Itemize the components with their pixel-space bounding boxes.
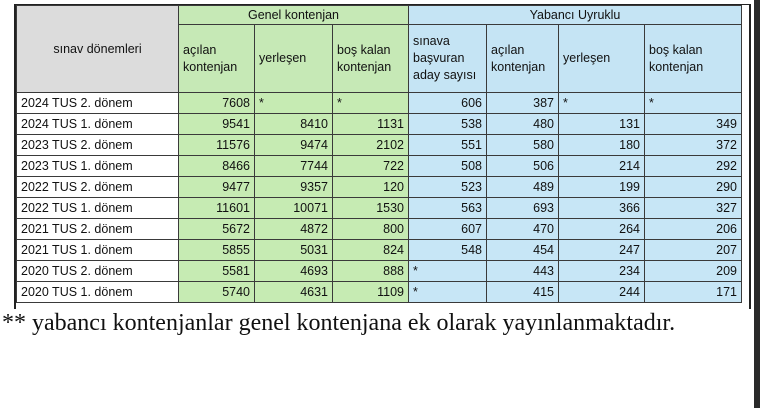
header-period: sınav dönemleri (17, 6, 179, 93)
header-foreign-basvuran: sınava başvuran aday sayısı (409, 25, 487, 93)
table-row (17, 93, 742, 114)
cell-foreign-acilan: 693 (487, 198, 559, 219)
cell-general-bos: 1131 (333, 114, 409, 135)
footnote: ** yabancı kontenjanlar genel kontenjana ek olarak yayınlanmaktadır. (2, 310, 676, 336)
table-row (17, 114, 742, 135)
cell-foreign-acilan: 580 (487, 135, 559, 156)
cell-general-yerlesen: 9474 (255, 135, 333, 156)
cell-foreign-basvuran: 548 (409, 240, 487, 261)
cell-general-acilan: 5581 (179, 261, 255, 282)
cell-general-bos: 824 (333, 240, 409, 261)
header-foreign-yerlesen: yerleşen (559, 25, 645, 93)
cell-general-yerlesen: 7744 (255, 156, 333, 177)
cell-foreign-basvuran: 551 (409, 135, 487, 156)
cell-general-yerlesen: 10071 (255, 198, 333, 219)
table-row (17, 198, 742, 219)
cell-foreign-bos: * (645, 93, 742, 114)
cell-period: 2024 TUS 2. dönem (17, 93, 179, 114)
cell-period: 2023 TUS 1. dönem (17, 156, 179, 177)
cell-general-bos: 2102 (333, 135, 409, 156)
cell-general-bos: 1109 (333, 282, 409, 303)
table-row (17, 156, 742, 177)
cell-general-acilan: 5672 (179, 219, 255, 240)
tus-quota-table (16, 5, 742, 303)
cell-foreign-basvuran: 607 (409, 219, 487, 240)
cell-general-yerlesen: 4693 (255, 261, 333, 282)
table-row (17, 261, 742, 282)
header-group-foreign: Yabancı Uyruklu (409, 6, 742, 25)
cell-foreign-bos: 206 (645, 219, 742, 240)
cell-foreign-acilan: 387 (487, 93, 559, 114)
cell-general-bos: 1530 (333, 198, 409, 219)
cell-foreign-bos: 207 (645, 240, 742, 261)
cell-foreign-yerlesen: 234 (559, 261, 645, 282)
cell-period: 2023 TUS 2. dönem (17, 135, 179, 156)
header-foreign-bos: boş kalan kontenjan (645, 25, 742, 93)
cell-foreign-bos: 171 (645, 282, 742, 303)
table-row (17, 135, 742, 156)
cell-foreign-acilan: 454 (487, 240, 559, 261)
cell-period: 2020 TUS 2. dönem (17, 261, 179, 282)
cell-foreign-basvuran: 563 (409, 198, 487, 219)
cell-foreign-yerlesen: * (559, 93, 645, 114)
cell-period: 2021 TUS 2. dönem (17, 219, 179, 240)
cell-general-acilan: 7608 (179, 93, 255, 114)
table-row (17, 282, 742, 303)
cell-general-acilan: 5855 (179, 240, 255, 261)
cell-foreign-basvuran: * (409, 282, 487, 303)
cell-foreign-bos: 372 (645, 135, 742, 156)
cell-foreign-yerlesen: 180 (559, 135, 645, 156)
table-row (17, 177, 742, 198)
cell-general-acilan: 5740 (179, 282, 255, 303)
cell-foreign-acilan: 480 (487, 114, 559, 135)
cell-foreign-yerlesen: 199 (559, 177, 645, 198)
cell-general-acilan: 9541 (179, 114, 255, 135)
cell-foreign-yerlesen: 264 (559, 219, 645, 240)
cell-general-acilan: 8466 (179, 156, 255, 177)
cell-general-yerlesen: 4872 (255, 219, 333, 240)
header-group-general: Genel kontenjan (179, 6, 409, 25)
table-row (17, 219, 742, 240)
cell-general-bos: 722 (333, 156, 409, 177)
cell-general-bos: * (333, 93, 409, 114)
cell-foreign-acilan: 506 (487, 156, 559, 177)
header-foreign-acilan: açılan kontenjan (487, 25, 559, 93)
cell-foreign-acilan: 489 (487, 177, 559, 198)
cell-foreign-bos: 290 (645, 177, 742, 198)
cell-general-yerlesen: 9357 (255, 177, 333, 198)
cell-foreign-acilan: 470 (487, 219, 559, 240)
cell-period: 2022 TUS 1. dönem (17, 198, 179, 219)
cell-foreign-yerlesen: 366 (559, 198, 645, 219)
header-general-bos: boş kalan kontenjan (333, 25, 409, 93)
cell-general-bos: 120 (333, 177, 409, 198)
cell-foreign-acilan: 443 (487, 261, 559, 282)
cell-general-bos: 800 (333, 219, 409, 240)
cell-general-yerlesen: 8410 (255, 114, 333, 135)
cell-general-acilan: 11576 (179, 135, 255, 156)
cell-general-yerlesen: 5031 (255, 240, 333, 261)
cell-foreign-bos: 209 (645, 261, 742, 282)
cell-foreign-basvuran: * (409, 261, 487, 282)
cell-foreign-bos: 292 (645, 156, 742, 177)
cell-foreign-basvuran: 523 (409, 177, 487, 198)
cell-foreign-basvuran: 508 (409, 156, 487, 177)
cell-foreign-basvuran: 606 (409, 93, 487, 114)
cell-foreign-yerlesen: 214 (559, 156, 645, 177)
cell-foreign-basvuran: 538 (409, 114, 487, 135)
cell-period: 2024 TUS 1. dönem (17, 114, 179, 135)
cell-period: 2021 TUS 1. dönem (17, 240, 179, 261)
cell-foreign-yerlesen: 247 (559, 240, 645, 261)
window-edge (754, 0, 760, 408)
cell-foreign-acilan: 415 (487, 282, 559, 303)
cell-period: 2022 TUS 2. dönem (17, 177, 179, 198)
cell-general-bos: 888 (333, 261, 409, 282)
cell-foreign-yerlesen: 131 (559, 114, 645, 135)
cell-foreign-bos: 349 (645, 114, 742, 135)
cell-general-acilan: 9477 (179, 177, 255, 198)
header-general-acilan: açılan kontenjan (179, 25, 255, 93)
header-general-yerlesen: yerleşen (255, 25, 333, 93)
cell-foreign-bos: 327 (645, 198, 742, 219)
cell-general-acilan: 11601 (179, 198, 255, 219)
cell-period: 2020 TUS 1. dönem (17, 282, 179, 303)
cell-general-yerlesen: 4631 (255, 282, 333, 303)
cell-general-yerlesen: * (255, 93, 333, 114)
cell-foreign-yerlesen: 244 (559, 282, 645, 303)
table-row (17, 240, 742, 261)
